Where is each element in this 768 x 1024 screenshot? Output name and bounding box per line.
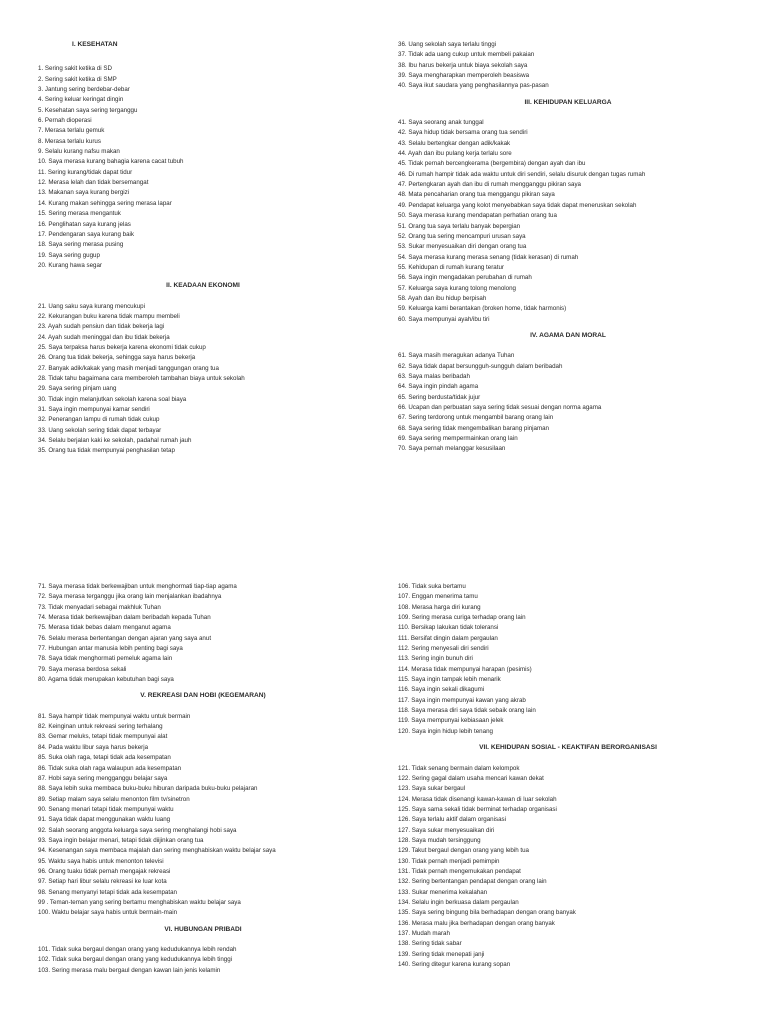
list-item: 126. Saya terlalu aktif dalam organisasi (398, 816, 506, 824)
list-item: 74. Merasa tidak berkewajiban dalam beribadah kepada Tuhan (38, 614, 211, 622)
list-item: 45. Tidak pernah bercengkerama (bergembira) dengan ayah dan ibu (398, 160, 586, 168)
item-list-keluarga (398, 118, 738, 325)
list-item: 137. Mudah marah (398, 930, 450, 937)
list-item: 91. Saya tidak dapat menggunakan waktu luang (38, 816, 171, 824)
list-item: 20. Kurang hawa segar (38, 261, 102, 269)
section-heading-rekreasi: V. REKREASI DAN HOBI (KEGEMARAN) (140, 692, 266, 700)
list-item: 21. Uang saku saya kurang mencukupi (38, 302, 145, 310)
list-item: 101. Tidak suka bergaul dengan orang yang kedudukannya lebih rendah (38, 946, 237, 953)
list-item: 62. Saya tidak dapat bersungguh-sungguh dalam beribadah (398, 362, 563, 370)
list-item: 123. Saya sukar bergaul (398, 785, 466, 793)
list-item: 127. Saya sukar menyesuaikan diri (398, 826, 495, 834)
list-item: 55. Kehidupan di rumah kurang teratur (398, 263, 504, 271)
list-item: 106. Tidak suka bertamu (398, 583, 466, 590)
list-item: 1. Sering sakit ketika di SD (38, 65, 112, 73)
list-item: 11. Sering kurang/tidak dapat tidur (38, 168, 133, 176)
list-item: 5. Kesehatan saya sering terganggu (38, 106, 138, 114)
list-item: 67. Sering terdorong untuk mengambil barang orang lain (398, 414, 554, 422)
list-item: 117. Saya ingin mempunyai kawan yang akrab (398, 696, 526, 704)
list-item: 38. Ibu harus bekerja untuk biaya sekolah saya (398, 61, 528, 69)
section-heading-kesehatan: I. KESEHATAN (72, 41, 118, 48)
list-item: 8. Merasa terlalu kurus (38, 137, 101, 145)
list-item: 61. Saya masih meragukan adanya Tuhan (398, 352, 515, 360)
list-item: 16. Penglihatan saya kurang jelas (38, 220, 131, 228)
list-item: 99 . Teman-teman yang sering bertamu menghabiskan waktu belajar saya (38, 898, 241, 906)
list-item: 140. Sering ditegur karena kurang sopan (398, 961, 511, 969)
list-item: 33. Uang sekolah sering tidak dapat terbayar (38, 426, 162, 434)
list-item: 96. Orang tuaku tidak pernah mengajak rekreasi (38, 867, 171, 875)
list-item: 64. Saya ingin pindah agama (398, 383, 479, 391)
list-item: 77. Hubungan antar manusia lebih penting bagi saya (38, 645, 183, 653)
list-item: 13. Makanan saya kurang bergizi (38, 189, 130, 197)
item-list-pribadi-continued (398, 582, 738, 737)
list-item: 71. Saya merasa tidak berkewajiban untuk menghormati tiap-tiap agama (38, 583, 237, 590)
list-item: 53. Sukar menyesuaikan diri dengan orang tua (398, 243, 527, 251)
list-item: 93. Saya ingin belajar menari, tetapi tidak diijinkan orang tua (38, 836, 204, 844)
item-list-agama (398, 351, 738, 454)
list-item: 124. Merasa tidak disenangi kawan-kawan di luar sekolah (398, 795, 557, 803)
list-item: 31. Saya ingin mempunyai kamar sendiri (38, 406, 150, 413)
item-list-ekonomi-continued (398, 40, 738, 92)
list-item: 110. Bersikap lakukan tidak toleransi (398, 624, 499, 632)
list-item: 135. Saya sering bingung bila berhadapan dengan orang banyak (398, 909, 576, 917)
list-item: 97. Setiap hari libur selalu rekreasi ke luar kota (38, 878, 167, 886)
list-item: 92. Salah seorang anggota keluarga saya sering menghalangi hobi saya (38, 826, 237, 834)
list-item: 59. Keluarga kami berantakan (broken home, tidak harmonis) (398, 305, 567, 313)
list-item: 120. Saya ingin hidup lebih tenang (398, 727, 493, 735)
list-item: 76. Selalu merasa bertentangan dengan ajaran yang saya anut (38, 634, 212, 642)
list-item: 87. Hobi saya sering mengganggu belajar saya (38, 774, 168, 782)
list-item: 35. Orang tua tidak mempunyai penghasilan tetap (38, 447, 175, 455)
list-item: 42. Saya hidup tidak bersama orang tua sendiri (398, 129, 528, 137)
section-heading-agama: IV. AGAMA DAN MORAL (530, 331, 606, 339)
list-item: 68. Saya sering tidak mengembalikan barang pinjaman (398, 424, 549, 432)
list-item: 26. Orang tua tidak bekerja, sehingga saya harus bekerja (38, 354, 196, 362)
list-item: 2. Sering sakit ketika di SMP (38, 75, 117, 83)
list-item: 7. Merasa terlalu gemuk (38, 127, 105, 135)
list-item: 43. Selalu bertengkar dengan adik/kakak (398, 139, 511, 147)
section-heading-ekonomi: II. KEADAAN EKONOMI (166, 282, 240, 290)
list-item: 114. Merasa tidak mempunyai harapan (pesimis) (398, 665, 532, 673)
list-item: 81. Saya hampir tidak mempunyai waktu untuk bermain (38, 712, 191, 720)
list-item: 84. Pada waktu libur saya harus bekerja (38, 743, 149, 751)
list-item: 107. Enggan menerima tamu (398, 593, 478, 601)
list-item: 136. Merasa malu jika berhadapan dengan orang banyak (398, 919, 555, 927)
list-item: 131. Tidak pernah mengemukakan pendapat (398, 867, 521, 875)
list-item: 125. Saya sama sekali tidak berminat terhadap organisasi (398, 805, 557, 813)
column-top-left (38, 40, 368, 457)
list-item: 22. Kekurangan buku karena tidak mampu membeli (38, 312, 180, 320)
list-item: 119. Saya mempunyai kebiasaan jelek (398, 717, 504, 725)
list-item: 29. Saya sering pinjam uang (38, 385, 117, 393)
item-list-sosial (398, 764, 738, 971)
list-item: 75. Merasa tidak bebas dalam menganut agama (38, 624, 171, 632)
list-item: 78. Saya tidak menghormati pemeluk agama lain (38, 655, 173, 663)
list-item: 65. Sering berdusta/tidak jujur (398, 393, 481, 401)
list-item: 94. Kesenangan saya membaca majalah dan sering menghabiskan waktu belajar saya (38, 847, 276, 855)
list-item: 50. Saya merasa kurang mendapatan perhatian orang tua (398, 212, 557, 220)
list-item: 103. Sering merasa malu bergaul dengan kawan lain jenis kelamin (38, 966, 221, 974)
item-list-pribadi (38, 945, 368, 976)
list-item: 109. Sering merasa curiga terhadap orang lain (398, 614, 526, 622)
list-item: 27. Banyak adik/kakak yang masih menjadi tanggungan orang tua (38, 364, 219, 372)
list-item: 28. Tidak tahu bagaimana cara memberoleh tambahan biaya untuk sekolah (38, 374, 245, 382)
list-item: 9. Selalu kurang nafsu makan (38, 148, 120, 156)
list-item: 88. Saya lebih suka membaca buku-buku hiburan daripada buku-buku pelajaran (38, 785, 258, 793)
list-item: 121. Tidak senang bermain dalam kelompok (398, 764, 520, 772)
list-item: 3. Jantung sering berdebar-debar (38, 86, 130, 94)
list-item: 89. Setiap malam saya selalu menonton film tv/sinetron (38, 795, 190, 803)
item-list-ekonomi (38, 302, 368, 457)
list-item: 79. Saya merasa berdosa sekali (38, 665, 127, 673)
list-item: 47. Pertengkaran ayah dan ibu di rumah mengganggu pikiran saya (398, 181, 581, 189)
list-item: 24. Ayah sudah meninggal dan ibu tidak bekerja (38, 333, 170, 341)
list-item: 72. Saya merasa terganggu jika orang lain menjalankan ibadahnya (38, 593, 222, 601)
list-item: 80. Agama tidak merupakan kebutuhan bagi saya (38, 676, 174, 684)
list-item: 15. Sering merasa mengantuk (38, 210, 121, 218)
list-item: 132. Sering bertentangan pendapat dengan orang lain (398, 878, 547, 886)
list-item: 58. Ayah dan ibu hidup berpisah (398, 294, 487, 302)
list-item: 17. Pendengaran saya kurang baik (38, 230, 134, 238)
list-item: 51. Orang tua saya terlalu banyak bepergian (398, 222, 521, 230)
list-item: 37. Tidak ada uang cukup untuk membeli pakaian (398, 51, 535, 59)
list-item: 18. Saya sering merasa pusing (38, 241, 124, 249)
list-item: 30. Tidak ingin melanjutkan sekolah karena soal biaya (38, 395, 187, 403)
list-item: 90. Senang menari tetapi tidak mempunyai waktu (38, 805, 174, 813)
item-list-rekreasi (38, 712, 368, 919)
list-item: 54. Saya merasa kurang merasa senang (tidak kerasan) di rumah (398, 253, 579, 261)
list-item: 98. Senang menyanyi tetapi tidak ada kesempatan (38, 888, 177, 896)
list-item: 111. Bersifat dingin dalam pergaulan (398, 634, 498, 642)
list-item: 32. Penerangan lampu di rumah tidak cukup (38, 416, 160, 424)
list-item: 128. Saya mudah tersinggung (398, 836, 481, 844)
list-item: 4. Sering keluar keringat dingin (38, 96, 124, 104)
column-bottom-right (398, 582, 738, 970)
column-top-right (398, 40, 738, 455)
list-item: 63. Saya malas beribadah (398, 372, 470, 380)
list-item: 60. Saya mempunyai ayah/ibu tiri (398, 315, 490, 323)
list-item: 113. Sering ingin bunuh diri (398, 655, 473, 663)
list-item: 19. Saya sering gugup (38, 251, 100, 259)
list-item: 49. Pendapat keluarga yang kolot menyebabkan saya tidak dapat meneruskan sekolah (398, 201, 637, 209)
list-item: 139. Sering tidak menepati janji (398, 950, 485, 958)
list-item: 41. Saya seorang anak tunggal (398, 119, 484, 127)
list-item: 25. Saya terpaksa harus bekerja karena ekonomi tidak cukup (38, 343, 206, 351)
list-item: 86. Tidak suka olah raga walaupun ada kesempatan (38, 764, 182, 772)
list-item: 112. Sering menyesali diri sendiri (398, 645, 489, 653)
list-item: 134. Selalu ingin berkuasa dalam pergaulan (398, 898, 519, 906)
list-item: 52. Orang tua sering mencampuri urusan saya (398, 232, 526, 240)
list-item: 130. Tidak pernah menjadi pemimpin (398, 857, 500, 865)
list-item: 73. Tidak menyadari sebagai makhluk Tuhan (38, 603, 161, 611)
section-heading-sosial: VII. KEHIDUPAN SOSIAL - KEAKTIFAN BERORGANISASI (479, 744, 657, 752)
column-bottom-left (38, 582, 368, 976)
list-item: 40. Saya ikut saudara yang penghasilannya pas-pasan (398, 82, 549, 90)
list-item: 56. Saya ingin mengadakan perubahan di rumah (398, 274, 532, 282)
list-item: 14. Kurang makan sehingga sering merasa lapar (38, 199, 172, 207)
list-item: 70. Saya pernah melanggar kesusilaan (398, 445, 506, 453)
list-item: 69. Saya sering mempermainkan orang lain (398, 435, 518, 443)
list-item: 36. Uang sekolah saya terlalu tinggi (398, 41, 497, 48)
list-item: 118. Saya merasa diri saya tidak sebaik orang lain (398, 707, 536, 715)
list-item: 44. Ayah dan ibu pulang kerja terlalu sore (398, 150, 512, 158)
list-item: 12. Merasa lelah dan tidak bersemangat (38, 179, 149, 187)
list-item: 133. Sukar menerima kekalahan (398, 888, 488, 896)
list-item: 95. Waktu saya habis untuk menonton televisi (38, 857, 164, 865)
list-item: 82. Keinginan untuk rekreasi sering terhalang (38, 723, 163, 731)
list-item: 57. Keluarga saya kurang tolong menolong (398, 284, 516, 292)
list-item: 100. Waktu belajar saya habis untuk bermain-main (38, 909, 178, 917)
list-item: 46. Di rumah hampir tidak ada waktu untuk diri sendiri, selalu disuruk dengan tugas rumah (398, 170, 646, 178)
list-item: 85. Suka olah raga, tetapi tidak ada kesempatan (38, 754, 171, 762)
item-list-kesehatan (38, 64, 368, 271)
section-heading-pribadi: VI. HUBUNGAN PRIBADI (164, 925, 242, 933)
list-item: 129. Takut bergaul dengan orang yang lebih tua (398, 847, 529, 855)
list-item: 23. Ayah sudah pensiun dan tidak bekerja lagi (38, 323, 165, 331)
list-item: 39. Saya mengharapkan memperoleh beasiswa (398, 72, 530, 80)
list-item: 83. Gemar meluks, tetapi tidak mempunyai alat (38, 733, 168, 741)
list-item: 102. Tidak suka bergaul dengan orang yang kedudukannya lebih tinggi (38, 956, 233, 964)
list-item: 6. Pernah dioperasi (38, 117, 92, 125)
item-list-agama-continued (38, 582, 368, 685)
list-item: 10. Saya merasa kurang bahagia karena cacat tubuh (38, 158, 184, 166)
list-item: 116. Saya ingin sekali dikagumi (398, 686, 485, 694)
list-item: 108. Merasa harga diri kurang (398, 603, 481, 611)
list-item: 122. Sering gagal dalam usaha mencari kawan dekat (398, 774, 544, 782)
list-item: 138. Sering tidak sabar (398, 940, 462, 948)
list-item: 66. Ucapan dan perbuatan saya sering tidak sesuai dengan norma agama (398, 404, 602, 411)
section-heading-keluarga: III. KEHIDUPAN KELUARGA (524, 98, 612, 106)
list-item: 48. Mata pencaharian orang tua menggangu pikiran saya (398, 191, 555, 199)
list-item: 34. Selalu berjalan kaki ke sekolah, padahal rumah jauh (38, 437, 192, 445)
list-item: 115. Saya ingin tampak lebih menarik (398, 676, 501, 684)
